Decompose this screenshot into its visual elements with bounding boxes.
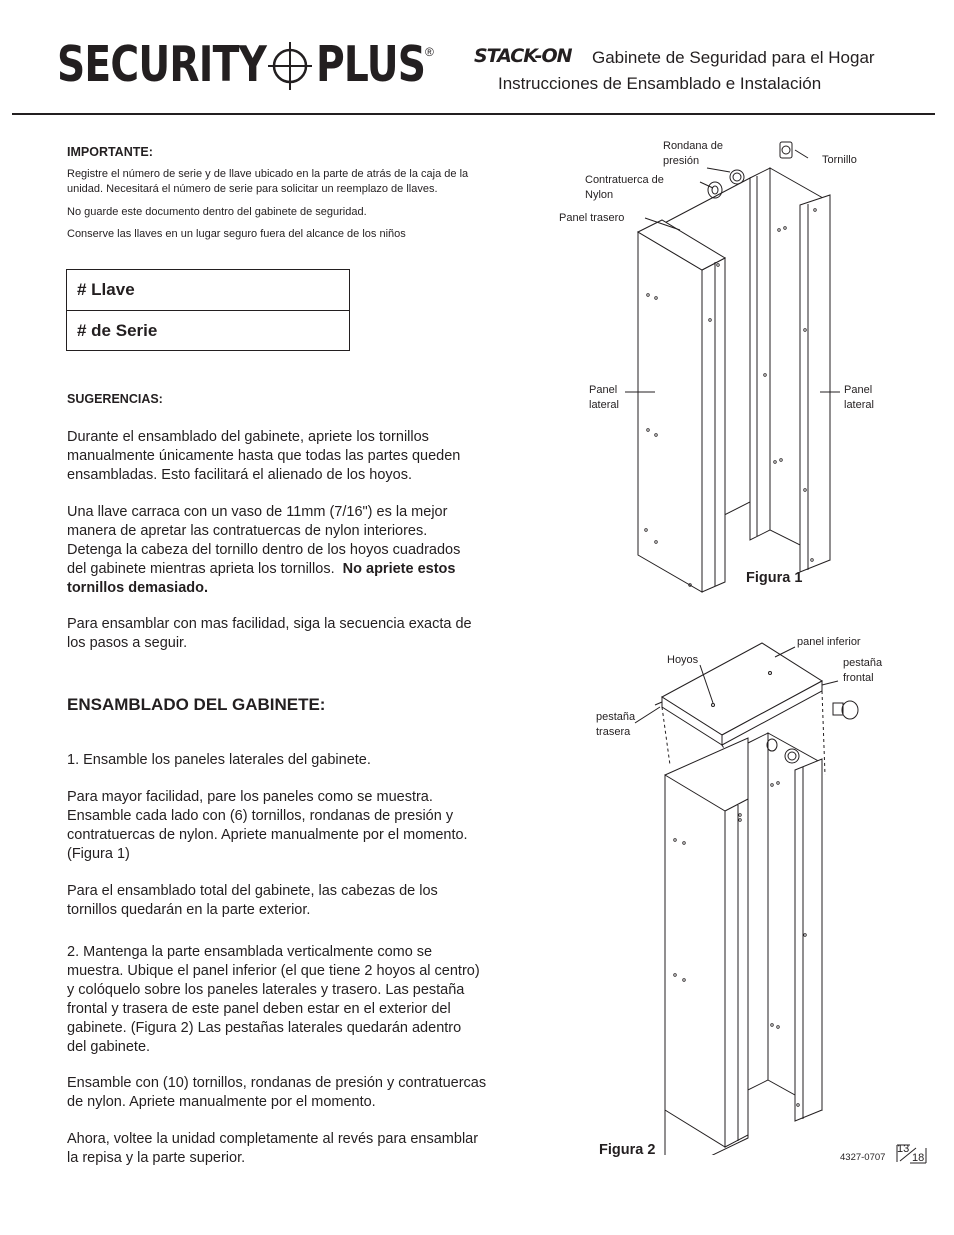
document-code: 4327-0707 (840, 1152, 886, 1163)
text-line: Para ensamblar con mas facilidad, siga la secuencia exacta de (67, 616, 472, 632)
text-line: (Figura 1) (67, 846, 130, 862)
label-line: Panel (589, 384, 618, 396)
text-line: manera de apretar las contratuercas de nylon interiores. (67, 523, 428, 539)
key-serial-box (66, 269, 350, 351)
label-rondana (663, 139, 723, 169)
text-line: Ahora, voltee la unidad completamente al revés para ensamblar (67, 1131, 479, 1147)
figure2-bottom-panel-assembly (600, 635, 900, 1155)
step1-title: 1. Ensamble los paneles laterales del gabinete. (67, 752, 371, 768)
label-line: Panel (844, 384, 873, 396)
text-line: Durante el ensamblado del gabinete, apriete los tornillos (67, 429, 429, 445)
label-line: lateral (844, 399, 874, 411)
label-line: Rondana de (663, 140, 723, 152)
header-title: Gabinete de Seguridad para el Hogar (592, 48, 875, 67)
label-line: frontal (843, 672, 874, 684)
text-line: del gabinete. (67, 1039, 151, 1055)
text-line: Ensamble cada lado con (6) tornillos, rondanas de presión y (67, 808, 454, 824)
suggestions-p1 (67, 428, 460, 485)
label-line: pestaña (843, 657, 883, 669)
key-number-field: # Llave (77, 280, 135, 299)
important-line1b: unidad. Necesitará el número de serie para solicitar un reemplazo de llaves. (67, 183, 438, 195)
warning-text: tornillos demasiado. (67, 580, 208, 596)
label-line: Nylon (585, 189, 614, 201)
text-line: gabinete. (Figura 2) Las pestañas laterales quedarán adentro (67, 1020, 462, 1036)
text-line: Ensamble con (10) tornillos, rondanas de presión y contratuercas (67, 1075, 487, 1091)
brand-plus-text: PLUS (316, 36, 426, 93)
label-line: Contratuerca de (585, 174, 664, 186)
label-contratuerca (585, 173, 664, 203)
crosshair-logo-icon (266, 40, 314, 92)
important-line1a: Registre el número de serie y de llave ubicado en la parte de atrás de la caja de la (67, 168, 469, 180)
registered-mark: ® (425, 45, 434, 59)
important-line3: Conserve las llaves en un lugar seguro fuera del alcance de los niños (67, 228, 406, 240)
text-line: manualmente únicamente hasta que todas las partes queden (67, 448, 461, 464)
header-divider (12, 113, 935, 115)
text-line: Para el ensamblado total del gabinete, las cabezas de los (67, 883, 438, 899)
label-line: trasera (596, 726, 631, 738)
important-heading: IMPORTANTE: (67, 145, 153, 159)
text-line: contratuercas de nylon. Apriete manualmente por el momento. (67, 827, 468, 843)
label-hoyos: Hoyos (667, 654, 699, 666)
text-line: y colóquelo sobre los paneles laterales y trasero. Las pestaña (67, 982, 465, 998)
label-line: lateral (589, 399, 619, 411)
step2-paragraph (67, 943, 480, 1057)
step2-paragraph3 (67, 1130, 478, 1168)
text-line: tornillos quedarán en la parte exterior. (67, 902, 311, 918)
label-line: presión (663, 155, 700, 167)
text-line: Para mayor facilidad, pare los paneles como se muestra. (67, 789, 433, 805)
step1-paragraph2 (67, 882, 438, 920)
text-line: los pasos a seguir. (67, 635, 188, 651)
label-panel-trasero: Panel trasero (559, 212, 625, 224)
text-line: muestra. Ubique el panel inferior (el que tiene 2 hoyos al centro) (67, 963, 480, 979)
label-tornillo: Tornillo (822, 154, 857, 166)
text-line (67, 560, 460, 579)
suggestions-p3 (67, 615, 472, 653)
step2-paragraph2 (67, 1074, 486, 1112)
text-line: frontal y trasera de este panel deben estar en el exterior del (67, 1001, 451, 1017)
stackon-logo: STACK-ON (474, 45, 572, 67)
suggestions-heading: SUGERENCIAS: (67, 392, 163, 406)
label-panel-lateral-left (589, 383, 619, 413)
text-span: del gabinete mientras aprieta los tornillos. (67, 561, 343, 577)
step1-paragraph (67, 788, 468, 864)
label-panel-lateral-right (844, 383, 874, 413)
text-line: ensambladas. Esto facilitará el alienado de los hoyos. (67, 467, 412, 483)
label-pestana-frontal (843, 656, 882, 686)
text-line: 2. Mantenga la parte ensamblada verticalmente como se (67, 944, 433, 960)
figure1-exploded-side-panels (550, 130, 940, 620)
page-total: 18 (912, 1152, 925, 1164)
suggestions-p2 (67, 503, 460, 598)
page-number: 13 (897, 1143, 910, 1155)
label-panel-inferior: panel inferior (797, 636, 861, 648)
label-pestana-trasera (596, 710, 635, 740)
assembly-heading: ENSAMBLADO DEL GABINETE: (67, 695, 326, 714)
warning-text: No apriete estos (342, 561, 456, 577)
serial-number-field: # de Serie (67, 310, 349, 350)
text-line: la repisa y la parte superior. (67, 1150, 246, 1166)
text-line: de nylon. Apriete manualmente por el momento. (67, 1094, 376, 1110)
header-subtitle: Instrucciones de Ensamblado e Instalación (498, 74, 822, 93)
brand-security-text: SECURITY (57, 36, 267, 93)
label-line: pestaña (596, 711, 636, 723)
figure2-caption: Figura 2 (599, 1142, 656, 1158)
figure1-caption: Figura 1 (746, 570, 803, 586)
text-line: Detenga la cabeza del tornillo dentro de los hoyos cuadrados (67, 542, 461, 558)
text-line: Una llave carraca con un vaso de 11mm (7/16") es la mejor (67, 504, 448, 520)
important-line2: No guarde este documento dentro del gabinete de seguridad. (67, 206, 367, 218)
